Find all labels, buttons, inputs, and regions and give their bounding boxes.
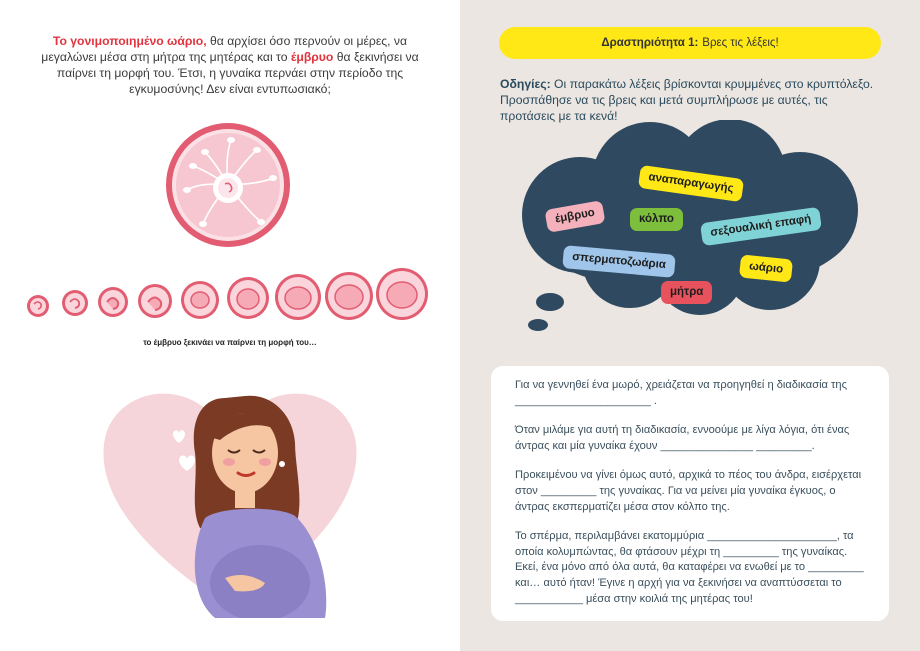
instructions-text xyxy=(500,76,885,124)
intro-highlight-embryo: έμβρυο xyxy=(290,50,334,64)
word-tag-vagina: κόλπο xyxy=(630,208,683,231)
embryo-caption: το έμβρυο ξεκινάει να παίρνει τη μορφή του… xyxy=(143,338,317,347)
pregnant-woman-illustration xyxy=(95,378,365,618)
fill-in-paragraph: Προκειμένου να γίνει όμως αυτό, αρχικά το πέος του άνδρα, εισέρχεται στον _________ της γυναίκας. Για να μείνει μία γυναίκα έγκυος, ο άντρας εκσπερματίζει μέσα στον κόλπο της. xyxy=(515,469,862,513)
activity-banner xyxy=(499,27,881,59)
word-tag-embryo: έμβρυο xyxy=(544,200,605,233)
fertilization-illustration xyxy=(165,122,291,248)
word-tag-reproduction: αναπαραγωγής xyxy=(638,165,744,202)
fill-in-paragraph: Όταν μιλάμε για αυτή τη διαδικασία, εννοούμε με λίγα λόγια, ότι ένας άντρας και μία γυναίκα έχουν _______________ _________. xyxy=(515,424,850,452)
activity-label: Δραστηριότητα 1: xyxy=(601,37,699,49)
intro-text xyxy=(30,33,430,97)
word-tag-egg: ωάριο xyxy=(739,254,793,282)
fill-in-box xyxy=(491,366,889,621)
instructions-body: Οι παρακάτω λέξεις βρίσκονται κρυμμένες στο κρυπτόλεξο. Προσπάθησε να τις βρεις και μετά συμπλήρωσε με αυτές, τις προτάσεις με τα κενά! xyxy=(500,77,874,123)
intro-text-part: θα αρχίσει όσο περνούν οι μέρες, να μεγαλώνει μέσα στη μήτρα της μητέρας και το xyxy=(41,34,408,64)
intro-text-part: θα ξεκινήσει να παίρνει τη μορφή του. Έτσι, η γυναίκα περνάει στην περίοδο της εγκυμοσύνης! Δεν είναι εντυπωσιακό; xyxy=(56,50,419,96)
fill-in-paragraph: Για να γεννηθεί ένα μωρό, χρειάζεται να προηγηθεί η διαδικασία της ______________________ . xyxy=(515,379,847,407)
activity-title: Βρες τις λέξεις! xyxy=(702,37,779,49)
intro-highlight-egg: Το γονιμοποιημένο ωάριο, xyxy=(52,34,207,48)
word-tag-intercourse: σεξουαλική επαφή xyxy=(700,207,822,246)
embryo-development-illustration xyxy=(20,262,440,328)
word-tag-sperm: σπερματοζωάρια xyxy=(562,245,676,278)
instructions-label: Οδηγίες: xyxy=(500,77,551,91)
word-tag-uterus: μήτρα xyxy=(661,281,712,304)
fill-in-paragraph: Το σπέρμα, περιλαμβάνει εκατομμύρια _____________________, τα οποία κολυμπώντας, θα φτάσουν μέχρι τη _________ της γυναίκας. Εκεί, ένα μόνο από όλα αυτά, θα καταφέρει να ενωθεί με το _________ και… αυτό ήταν! Έγινε η αρχή για να ξεκινήσει να αναπτύσσεται το ___________ μέσα στην κοιλιά της μητέρας του! xyxy=(515,530,864,605)
